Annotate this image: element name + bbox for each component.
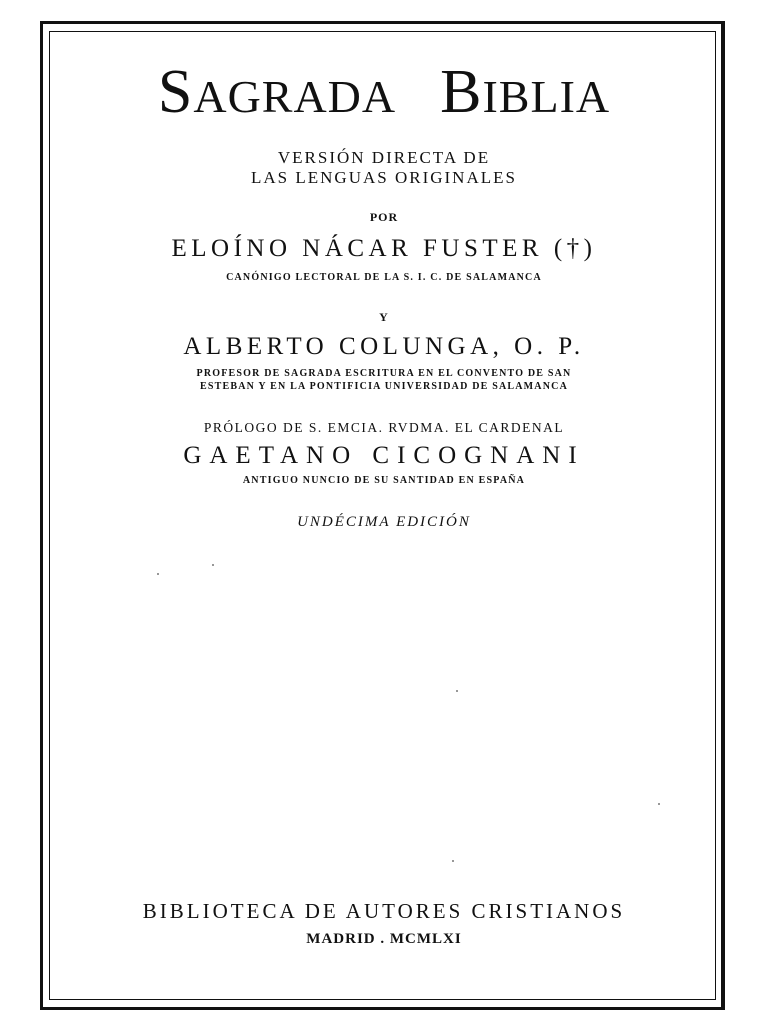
prologue-author-name: GAETANO CICOGNANI bbox=[183, 442, 585, 469]
paper-speck bbox=[212, 564, 214, 566]
paper-speck bbox=[658, 803, 660, 805]
paper-speck bbox=[157, 573, 159, 575]
book-title bbox=[0, 56, 768, 133]
title-initial-b: B bbox=[440, 58, 483, 126]
edition-label: UNDÉCIMA EDICIÓN bbox=[297, 514, 471, 530]
author-1-name: ELOÍNO NÁCAR FUSTER (†) bbox=[171, 235, 597, 262]
subtitle-line-2: LAS LENGUAS ORIGINALES bbox=[251, 168, 517, 187]
author-2-name: ALBERTO COLUNGA, O. P. bbox=[183, 333, 585, 360]
paper-speck bbox=[452, 860, 454, 862]
paper-speck bbox=[456, 690, 458, 692]
conjunction: Y bbox=[379, 310, 389, 324]
subtitle-line-1: VERSIÓN DIRECTA DE bbox=[277, 148, 491, 167]
by-label: POR bbox=[369, 210, 399, 224]
prologue-intro: PRÓLOGO DE S. EMCIA. RVDMA. EL CARDENAL bbox=[203, 420, 565, 435]
title-initial-s: S bbox=[157, 58, 194, 126]
author-1-title: CANÓNIGO LECTORAL DE LA S. I. C. DE SALAMANCA bbox=[226, 272, 542, 283]
prologue-author-title: ANTIGUO NUNCIO DE SU SANTIDAD EN ESPAÑA bbox=[242, 475, 526, 486]
author-2-title-line-2: ESTEBAN Y EN LA PONTIFICIA UNIVERSIDAD DE SALAMANCA bbox=[199, 381, 568, 392]
title-rest-biblia: IBLIA bbox=[482, 71, 611, 122]
author-2-title-line-1: PROFESOR DE SAGRADA ESCRITURA EN EL CONVENTO DE SAN bbox=[196, 368, 572, 379]
title-rest-sagrada: AGRADA bbox=[193, 71, 397, 122]
publisher-place-year: MADRID . MCMLXI bbox=[306, 931, 462, 947]
publisher-name: BIBLIOTECA DE AUTORES CRISTIANOS bbox=[142, 899, 626, 923]
